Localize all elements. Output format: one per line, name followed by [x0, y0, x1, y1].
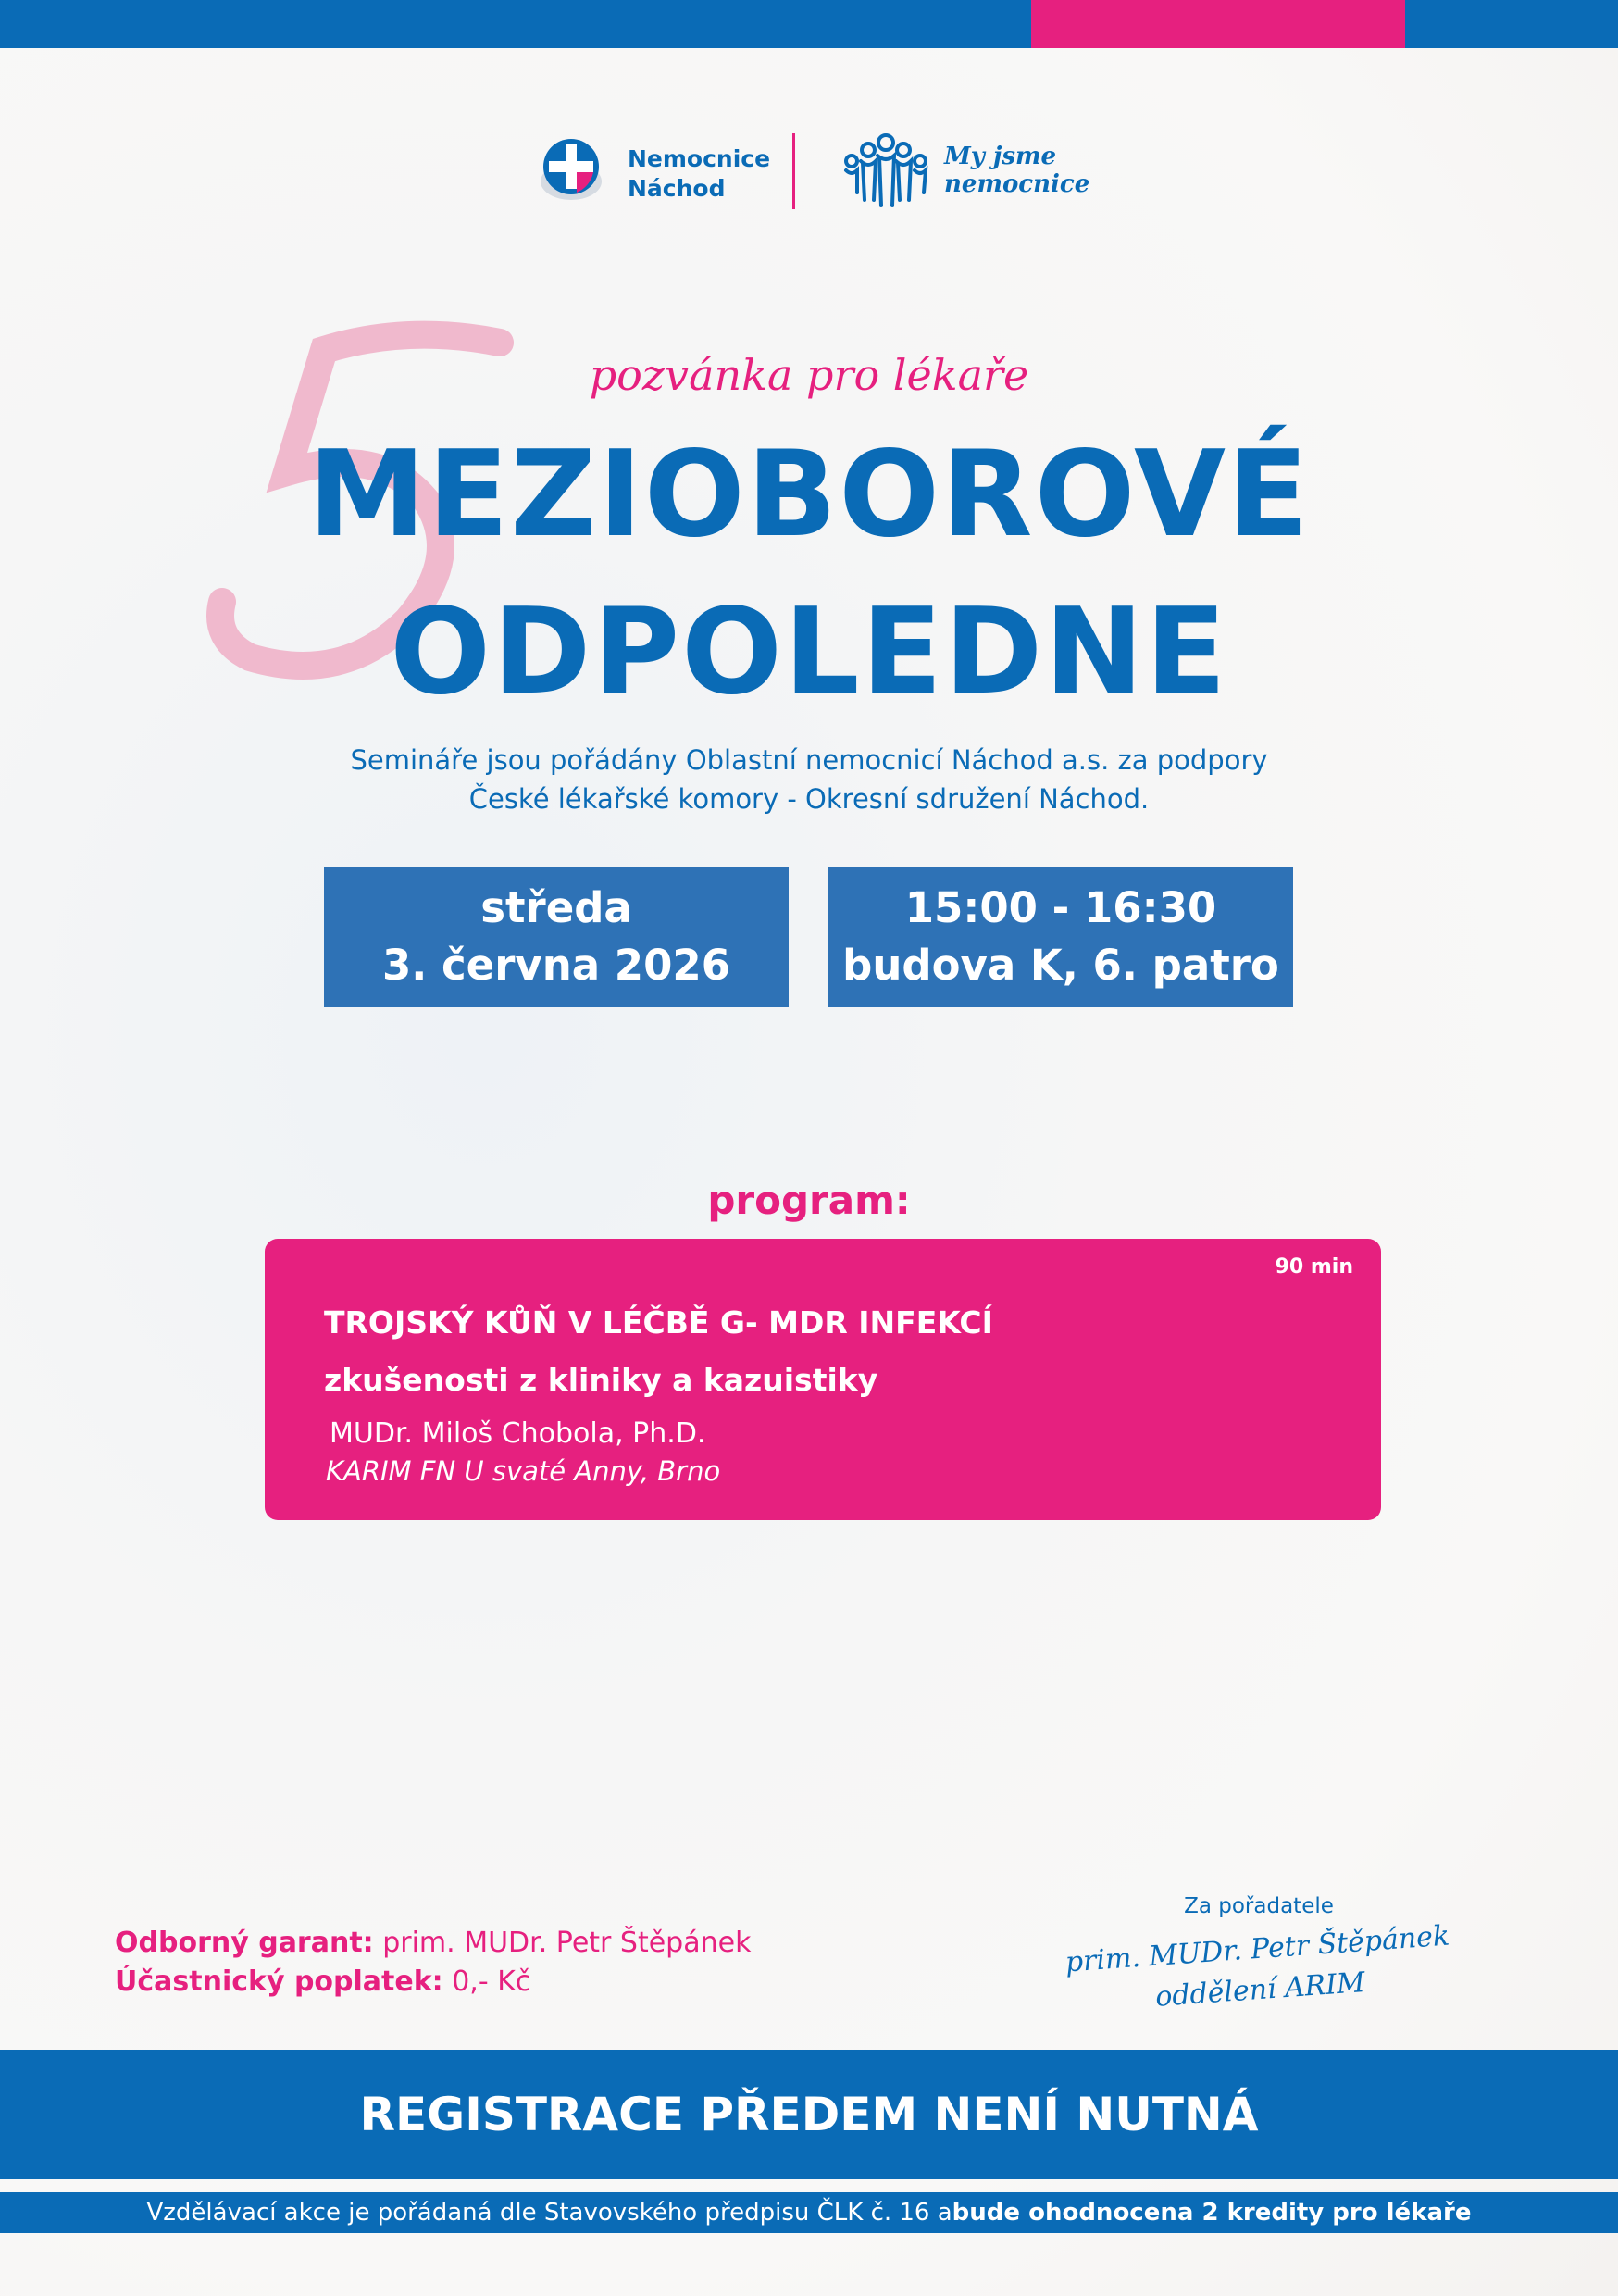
event-day: středa — [480, 883, 632, 932]
time-place-box — [828, 867, 1293, 1007]
people-logo-icon — [835, 131, 937, 213]
invite-text: pozvánka pro lékaře — [589, 350, 1029, 400]
event-time: 15:00 - 16:30 — [904, 883, 1217, 932]
slogan-line2: nemocnice — [944, 170, 1090, 198]
program-duration: 90 min — [1275, 1255, 1353, 1279]
education-note-credits: bude ohodnocena 2 kredity pro lékaře — [952, 2199, 1472, 2227]
fee-line — [115, 1963, 751, 2002]
numeral-text: 5 — [194, 292, 205, 309]
slogan-line1: My jsme — [944, 143, 1057, 170]
logo-divider — [792, 133, 795, 209]
guarantor-value: prim. MUDr. Petr Štěpánek — [373, 1927, 752, 1959]
education-note — [0, 2192, 1618, 2233]
event-place: budova K, 6. patro — [842, 941, 1279, 990]
subtitle-line1: Semináře jsou pořádány Oblastní nemocnicí Náchod a.s. za podpory — [350, 744, 1268, 776]
program-label: program: — [707, 1178, 911, 1223]
hospital-name-line1: Nemocnice — [628, 145, 771, 172]
education-note-text: Vzdělávací akce je pořádaná dle Stavovského předpisu ČLK č. 16 a — [146, 2199, 952, 2227]
registration-banner: REGISTRACE PŘEDEM NENÍ NUTNÁ — [0, 2050, 1618, 2179]
footer-info — [115, 1924, 751, 2002]
speaker-name: MUDr. Miloš Chobola, Ph.D. — [330, 1417, 706, 1450]
organizer-signature — [1062, 1915, 1455, 2024]
fee-label: Účastnický poplatek: — [115, 1965, 443, 1998]
subtitle-line2: České lékařské komory - Okresní sdružení Náchod. — [468, 783, 1150, 815]
organizer-sig-line1: prim. MUDr. Petr Štěpánek — [1064, 1919, 1451, 1979]
guarantor-label: Odborný garant: — [115, 1927, 374, 1959]
page-title-line2: ODPOLEDNE — [390, 583, 1228, 721]
organizer-signature-block — [1064, 1894, 1453, 2014]
speaker-affiliation: KARIM FN U svaté Anny, Brno — [326, 1455, 721, 1487]
hospital-cross-logo-icon — [537, 135, 605, 204]
date-box — [324, 867, 789, 1007]
slogan-logo-text — [944, 143, 1089, 198]
top-bar-accent — [1031, 0, 1405, 48]
fee-value: 0,- Kč — [442, 1965, 531, 1998]
subtitle — [0, 741, 1618, 818]
hospital-logo-text — [628, 144, 770, 204]
page-title-line1: MEZIOBOROVÉ — [307, 426, 1311, 564]
hospital-name-line2: Náchod — [628, 175, 726, 202]
event-date: 3. června 2026 — [381, 941, 731, 990]
lecture-title — [324, 1294, 993, 1409]
lecture-title-line1: TROJSKÝ KŮŇ V LÉČBĚ G- MDR INFEKCÍ — [324, 1304, 993, 1341]
program-card — [265, 1239, 1381, 1520]
organizer-sig-line2: oddělení ARIM — [1154, 1966, 1366, 2014]
lecture-title-line2: zkušenosti z kliniky a kazuistiky — [324, 1362, 878, 1398]
logo-group — [537, 130, 1092, 222]
guarantor-line — [115, 1924, 751, 1963]
organizer-label: Za pořadatele — [1184, 1894, 1334, 1918]
